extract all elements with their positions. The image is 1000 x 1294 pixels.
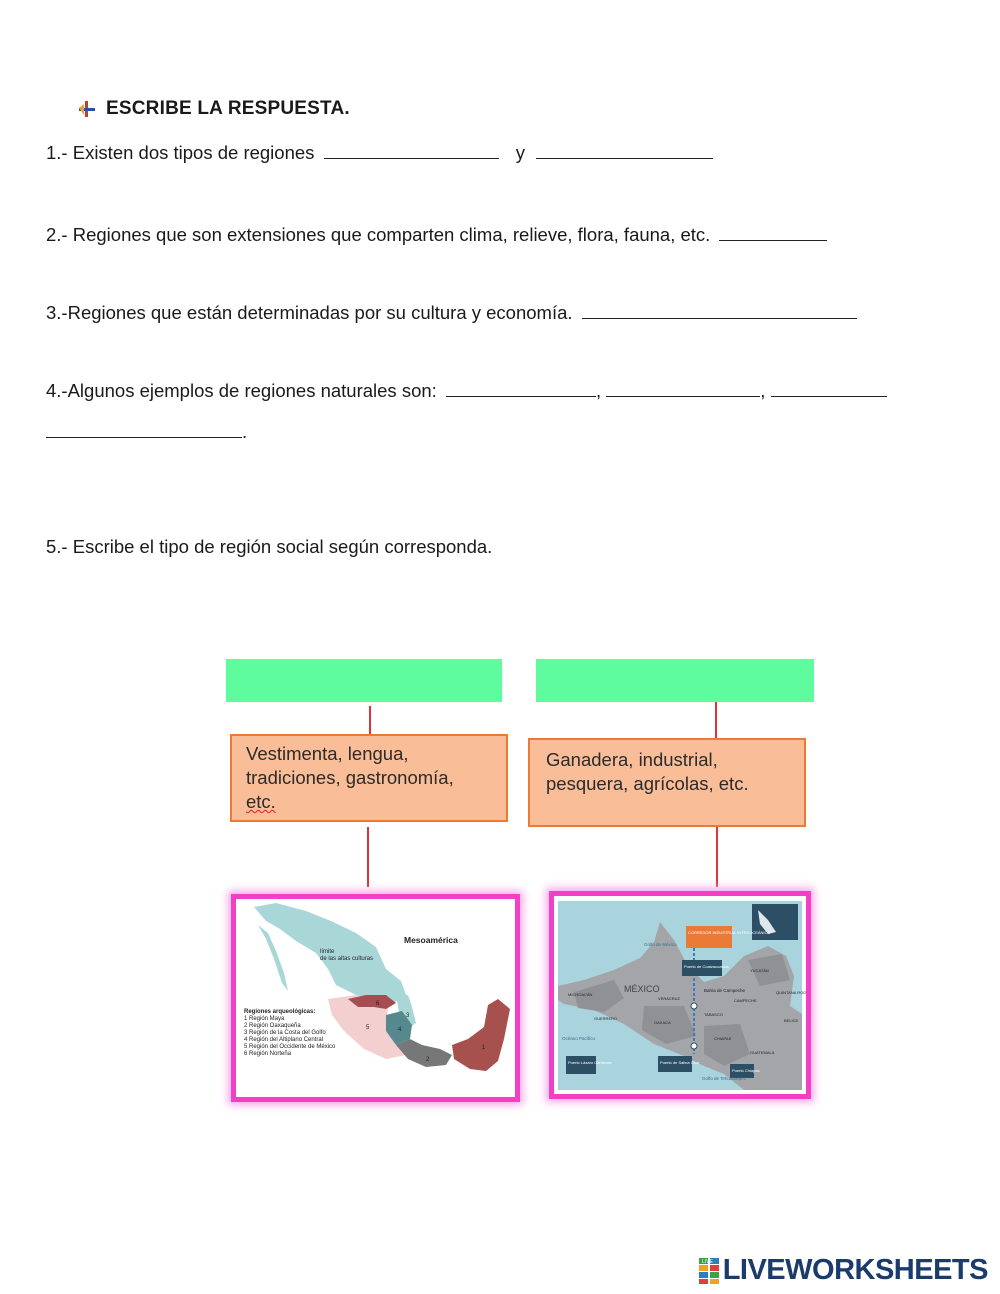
question-1-connector: y bbox=[515, 142, 525, 163]
map-legend-item: 1 Región Maya bbox=[244, 1016, 285, 1022]
liveworksheets-logo-icon bbox=[698, 1257, 720, 1285]
description-card-right bbox=[528, 738, 806, 827]
answer-blank-4b[interactable] bbox=[606, 380, 760, 397]
map-mesoamerica bbox=[231, 894, 520, 1102]
isthmus-label: Golfo de Tehuantepec bbox=[702, 1076, 746, 1081]
question-4-text: 4.-Algunos ejemplos de regiones naturales son: bbox=[46, 380, 437, 401]
country-label: MÉXICO bbox=[624, 984, 660, 994]
brand-name: LIVEWORKSHEETS bbox=[722, 1254, 988, 1286]
ocean-label: Océano Pacífico bbox=[562, 1036, 596, 1041]
card-right-line-1: Ganadera, industrial, bbox=[546, 749, 718, 770]
question-3-text: 3.-Regiones que están determinadas por su cultura y economía. bbox=[46, 302, 573, 323]
answer-blank-3[interactable] bbox=[582, 302, 857, 319]
corridor-label: CORREDOR INDUSTRIAL INTEROCEÁNICO bbox=[688, 930, 771, 935]
gulf-label: Golfo de México bbox=[644, 942, 677, 947]
answer-box-right[interactable] bbox=[536, 659, 814, 702]
map-corridor bbox=[549, 891, 811, 1099]
state-label: CHIAPAS bbox=[714, 1036, 732, 1041]
state-label: GUERRERO bbox=[594, 1016, 618, 1021]
map-legend-item: 3 Región de la Costa del Golfo bbox=[244, 1030, 326, 1036]
section-heading bbox=[78, 98, 350, 120]
answer-blank-1a[interactable] bbox=[324, 142, 499, 159]
port-label: Puerto de Coatzacoalcos bbox=[684, 964, 729, 969]
map-limit-label: de las altas culturas bbox=[320, 956, 374, 962]
state-label: MICHOACÁN bbox=[568, 992, 593, 997]
connector-line bbox=[367, 827, 369, 887]
card-left-line-2: tradiciones, gastronomía, bbox=[246, 767, 454, 788]
card-right-line-2: pesquera, agrícolas, etc. bbox=[546, 773, 749, 794]
region-number: 2 bbox=[426, 1057, 430, 1063]
question-4: 4.-Algunos ejemplos de regiones naturales son: , , bbox=[46, 380, 887, 402]
map-legend-item: 4 Región del Altiplano Central bbox=[244, 1037, 324, 1043]
map-legend-item: 5 Región del Occidente de México bbox=[244, 1044, 336, 1050]
answer-blank-4c[interactable] bbox=[771, 380, 887, 397]
question-4-continued bbox=[46, 421, 247, 443]
region-number: 3 bbox=[406, 1013, 410, 1019]
connector-line bbox=[369, 706, 371, 736]
state-label: TABASCO bbox=[704, 1012, 723, 1017]
region-number: 4 bbox=[398, 1027, 402, 1033]
region-number: 1 bbox=[482, 1045, 486, 1051]
state-label: YUCATÁN bbox=[750, 968, 769, 973]
heading-text: ESCRIBE LA RESPUESTA. bbox=[106, 98, 350, 119]
question-1 bbox=[46, 142, 713, 164]
state-label: BELICE bbox=[784, 1018, 799, 1023]
map-limit-label: límite bbox=[320, 949, 335, 955]
state-label: OAXACA bbox=[654, 1020, 671, 1025]
map-legend-item: 2 Región Oaxaqueña bbox=[244, 1023, 301, 1029]
connector-line bbox=[716, 827, 718, 887]
logo-letters: LIVE bbox=[701, 1258, 713, 1265]
region-number: 6 bbox=[376, 1001, 380, 1007]
question-2 bbox=[46, 224, 827, 246]
answer-blank-4a[interactable] bbox=[446, 380, 596, 397]
card-left-line-1: Vestimenta, lengua, bbox=[246, 743, 409, 764]
state-label: QUINTANA ROO bbox=[776, 990, 806, 995]
region-number: 5 bbox=[366, 1025, 370, 1031]
connector-line bbox=[715, 702, 717, 738]
answer-blank-1b[interactable] bbox=[536, 142, 713, 159]
liveworksheets-brand bbox=[698, 1254, 988, 1287]
mesoamerica-map-graphic bbox=[236, 899, 515, 1097]
map-title: Mesoamérica bbox=[404, 935, 458, 945]
port-label: Puerto Chiapas bbox=[732, 1068, 760, 1073]
map-legend-title: Regiones arqueológicas: bbox=[244, 1009, 316, 1015]
bay-label: Bahía de Campeche bbox=[704, 988, 746, 993]
question-3 bbox=[46, 302, 857, 324]
question-4-end: . bbox=[242, 421, 248, 442]
state-label: VERACRUZ bbox=[658, 996, 681, 1001]
bullet-arrow-icon bbox=[78, 100, 96, 118]
question-5-text: 5.- Escribe el tipo de región social según corresponda. bbox=[46, 536, 493, 557]
question-1-text: 1.- Existen dos tipos de regiones bbox=[46, 142, 315, 163]
port-label: Puerto de Salina Cruz bbox=[660, 1060, 700, 1065]
corridor-map-graphic bbox=[554, 896, 806, 1094]
answer-box-left[interactable] bbox=[226, 659, 502, 702]
port-label: Puerto Lázaro Cárdenas bbox=[568, 1060, 612, 1065]
description-card-left bbox=[230, 734, 508, 822]
answer-blank-4d[interactable] bbox=[46, 421, 242, 438]
answer-blank-2[interactable] bbox=[719, 224, 827, 241]
state-label: CAMPECHE bbox=[734, 998, 757, 1003]
map-legend-item: 6 Región Norteña bbox=[244, 1051, 292, 1057]
state-label: GUATEMALA bbox=[750, 1050, 775, 1055]
card-left-line-3: etc. bbox=[246, 791, 276, 812]
question-2-text: 2.- Regiones que son extensiones que comparten clima, relieve, flora, fauna, etc. bbox=[46, 224, 711, 245]
question-5 bbox=[46, 536, 492, 558]
